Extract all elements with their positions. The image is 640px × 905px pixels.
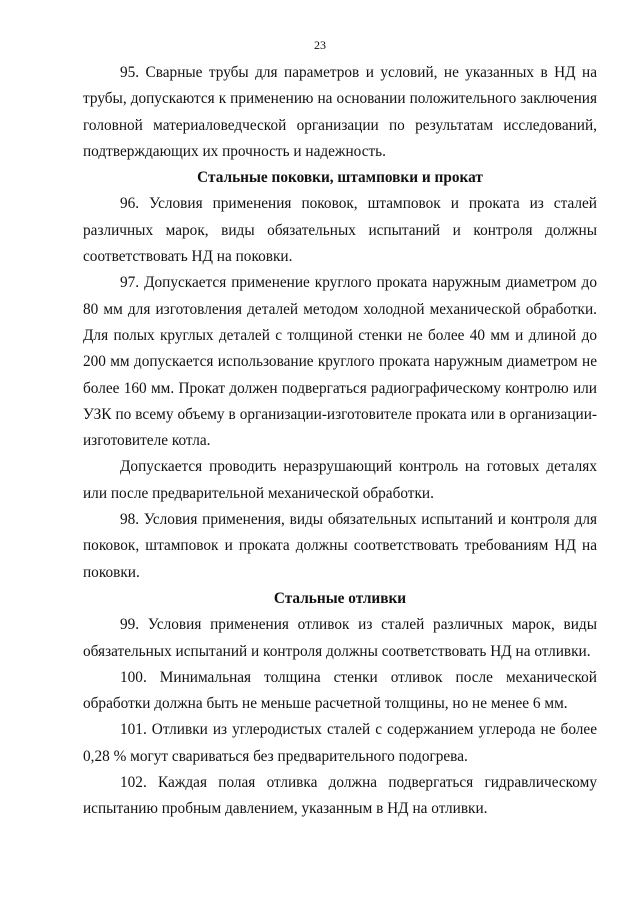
page-number: 23 xyxy=(314,38,326,52)
paragraph-100: 100. Минимальная толщина стенки отливок после механической обработки должна быть не меньше расчетной толщины, но не менее 6 мм. xyxy=(83,668,597,713)
paragraph-98: 98. Условия применения, виды обязательных испытаний и контроля для поковок, штамповок и проката должны соответствовать требованиям НД на поковки. xyxy=(83,511,597,581)
paragraph-96: 96. Условия применения поковок, штамповок и проката из сталей различных марок, виды обязательных испытаний и контроля должны соответствовать НД на поковки. xyxy=(83,195,597,266)
section-heading-castings: Стальные отливки xyxy=(273,589,407,607)
paragraph-99: 99. Условия применения отливок из сталей различных марок, виды обязательных испытаний и контроля должны соответствовать НД на отливки. xyxy=(83,616,597,660)
paragraph-97: 97. Допускается применение круглого проката наружным диаметром до 80 мм для изготовления деталей методом холодной механической обработки. Для полых круглых деталей с толщиной стенки не более 40 мм и длиной до 200 мм допускается использование круглого проката наружным диаметром не более 160 мм. Прокат должен подвергаться радиографическому контролю или УЗК по всему объему в организации-изготовителе проката или в организации-изготовителе котла. xyxy=(83,274,597,450)
paragraph-97-note: Допускается проводить неразрушающий контроль на готовых деталях или после предварительной механической обработки. xyxy=(83,458,597,502)
section-heading-forgings: Стальные поковки, штамповки и прокат xyxy=(197,169,483,187)
paragraph-101: 101. Отливки из углеродистых сталей с содержанием углерода не более 0,28 % могут свариваться без предварительного подогрева. xyxy=(83,721,597,765)
paragraph-102: 102. Каждая полая отливка должна подвергаться гидравлическому испытанию пробным давлением, указанным в НД на отливки. xyxy=(83,774,597,818)
document-body xyxy=(83,60,597,823)
paragraph-95: 95. Сварные трубы для параметров и условий, не указанных в НД на трубы, допускаются к применению на основании положительного заключения головной материаловедческой организации по результатам исследований, подтверждающих их прочность и надежность. xyxy=(83,64,597,160)
